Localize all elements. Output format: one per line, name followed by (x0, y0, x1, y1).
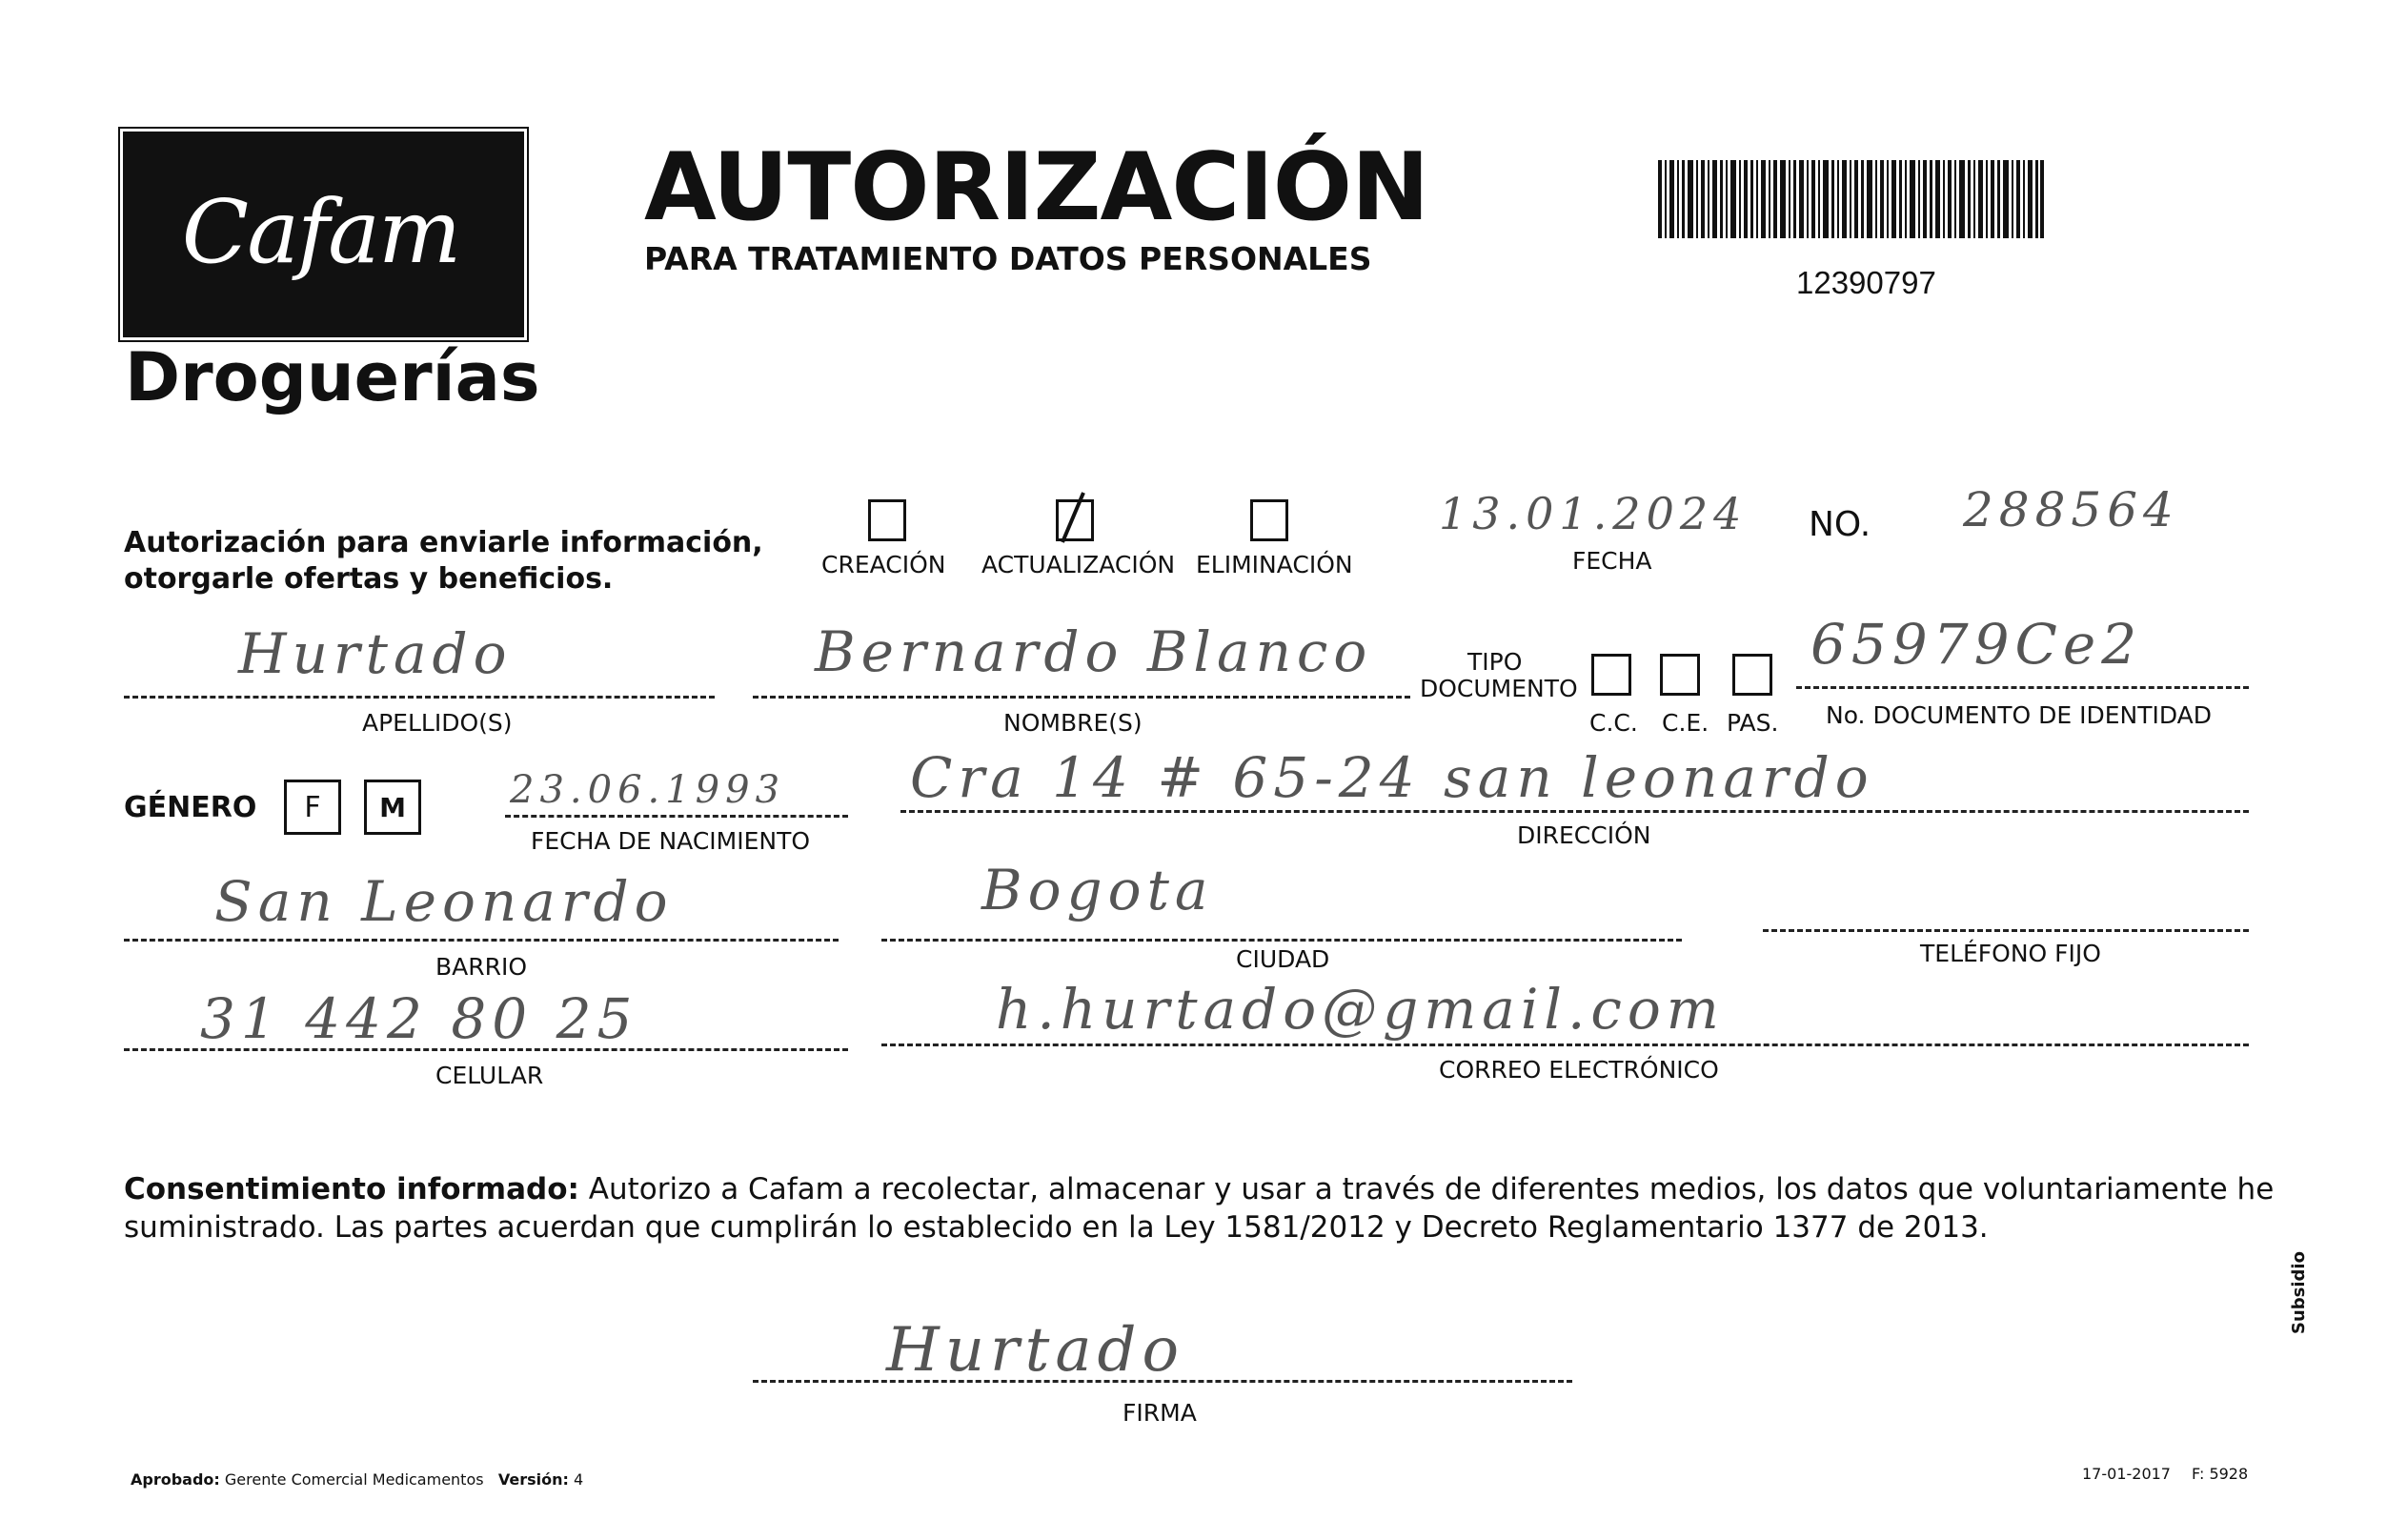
eliminacion-checkbox[interactable] (1250, 499, 1288, 541)
telefono-label: TELÉFONO FIJO (1920, 940, 2101, 967)
documento-label: DOCUMENTO (1420, 675, 1578, 702)
consent-text-1: Autorizo a Cafam a recolectar, almacenar y usar a través de diferentes medios, los datos que voluntariamente he (578, 1172, 2275, 1206)
logo-subtitle: Droguerías (125, 338, 540, 416)
apellidos-value: Hurtado (238, 621, 513, 686)
documento-line (1796, 686, 2249, 689)
barrio-value: San Leonardo (214, 869, 674, 934)
ciudad-line (881, 939, 1682, 942)
pas-label: PAS. (1727, 709, 1779, 737)
check-mark-icon (1057, 489, 1089, 546)
document-subtitle: PARA TRATAMIENTO DATOS PERSONALES (644, 240, 1372, 277)
nombres-value: Bernardo Blanco (815, 619, 1373, 684)
cc-checkbox[interactable] (1591, 654, 1631, 696)
barrio-line (124, 939, 839, 942)
pas-checkbox[interactable] (1732, 654, 1772, 696)
barrio-label: BARRIO (435, 953, 528, 981)
aprobado-label: Aprobado: (131, 1470, 220, 1489)
ce-checkbox[interactable] (1660, 654, 1700, 696)
consent-line-2: suministrado. Las partes acuerdan que cumplirán lo establecido en la Ley 1581/2012 y Decreto Reglamentario 1377 de 2013. (124, 1210, 1989, 1245)
side-subsidio-text: Subsidio (2289, 1251, 2309, 1334)
consent-heading: Consentimiento informado: (124, 1172, 579, 1206)
ciudad-value: Bogota (981, 858, 1214, 922)
cc-label: C.C. (1589, 709, 1638, 737)
cafam-logo: Cafam (181, 180, 460, 283)
documento-value: 65979Ce2 (1810, 612, 2143, 677)
consent-line-1 (124, 1170, 2275, 1208)
tipo-label: TIPO (1467, 648, 1523, 676)
firma-label: FIRMA (1123, 1399, 1197, 1427)
footer-approval (131, 1470, 583, 1489)
numero-value: 288564 (1963, 482, 2179, 537)
direccion-line (900, 810, 2249, 813)
apellidos-line (124, 696, 715, 699)
celular-label: CELULAR (435, 1062, 544, 1089)
intro-line-2: otorgarle ofertas y beneficios. (124, 562, 614, 596)
nombres-label: NOMBRE(S) (1003, 709, 1143, 737)
barcode-icon (1658, 160, 2044, 238)
fecha-label: FECHA (1572, 547, 1652, 575)
genero-m-option[interactable]: M (364, 780, 421, 835)
fecha-nacimiento-value: 23.06.1993 (510, 768, 786, 812)
numero-label: NO. (1809, 505, 1871, 544)
version-label: Versión: (497, 1470, 569, 1489)
celular-value: 31 442 80 25 (200, 986, 638, 1051)
nombres-line (753, 696, 1410, 699)
ce-label: C.E. (1662, 709, 1709, 737)
fecha-nacimiento-line (505, 815, 848, 818)
no-documento-label: No. DOCUMENTO DE IDENTIDAD (1826, 701, 2213, 729)
apellidos-label: APELLIDO(S) (362, 709, 513, 737)
intro-line-1: Autorización para enviarle información, (124, 526, 763, 559)
footer-form-code: F: 5928 (2192, 1465, 2249, 1483)
actualizacion-label: ACTUALIZACIÓN (981, 551, 1176, 578)
eliminacion-label: ELIMINACIÓN (1196, 551, 1353, 578)
fecha-value: 13.01.2024 (1439, 488, 1748, 539)
correo-label: CORREO ELECTRÓNICO (1439, 1056, 1719, 1084)
footer-date-code: 17-01-2017 (2082, 1465, 2171, 1483)
genero-label: GÉNERO (124, 791, 257, 824)
ciudad-label: CIUDAD (1236, 945, 1330, 973)
creacion-label: CREACIÓN (821, 551, 946, 578)
direccion-value: Cra 14 # 65-24 san leonardo (910, 745, 1874, 810)
firma-value: Hurtado (886, 1315, 1184, 1386)
telefono-line (1763, 929, 2249, 932)
direccion-label: DIRECCIÓN (1517, 821, 1651, 849)
actualizacion-checkbox[interactable] (1056, 499, 1094, 541)
correo-value: h.hurtado@gmail.com (996, 977, 1725, 1042)
genero-f-option[interactable]: F (284, 780, 341, 835)
correo-line (881, 1044, 2249, 1046)
version-value: 4 (573, 1470, 584, 1489)
creacion-checkbox[interactable] (868, 499, 906, 541)
barcode-number: 12390797 (1796, 265, 1936, 300)
aprobado-value: Gerente Comercial Medicamentos (224, 1470, 484, 1489)
document-title: AUTORIZACIÓN (644, 133, 1429, 242)
fecha-nacimiento-label: FECHA DE NACIMIENTO (531, 827, 811, 855)
